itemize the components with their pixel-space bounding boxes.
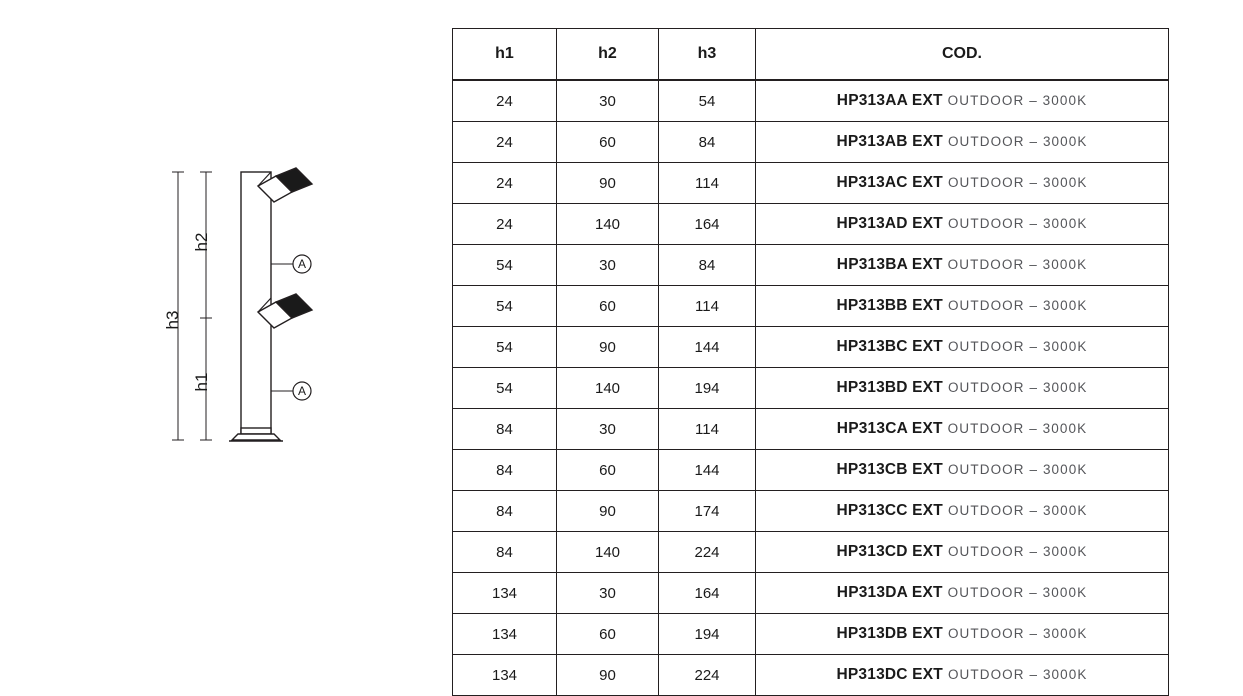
- dimension-h3: [163, 172, 184, 440]
- column-header-h3: h3: [659, 29, 756, 81]
- cell-h2: 140: [557, 204, 659, 245]
- cell-h3: 164: [659, 204, 756, 245]
- cell-h1: 84: [453, 532, 557, 573]
- cell-h1: 54: [453, 327, 557, 368]
- table-row: [453, 163, 1169, 204]
- cell-code: [756, 573, 1169, 614]
- cell-h2: 60: [557, 450, 659, 491]
- specification-table-container: [452, 28, 1168, 696]
- product-code: HP313BD EXT: [836, 379, 943, 396]
- cell-h1: 84: [453, 409, 557, 450]
- callout-a-lower: [271, 382, 311, 400]
- cell-h3: 164: [659, 573, 756, 614]
- table-row: [453, 573, 1169, 614]
- cell-code: [756, 245, 1169, 286]
- table-row: [453, 368, 1169, 409]
- table-row: [453, 122, 1169, 163]
- cell-h1: 24: [453, 204, 557, 245]
- table-row: [453, 491, 1169, 532]
- cell-h2: 90: [557, 655, 659, 696]
- dimension-label-h3: h3: [163, 310, 182, 330]
- cell-code: [756, 368, 1169, 409]
- cell-code: [756, 204, 1169, 245]
- cell-h2: 30: [557, 80, 659, 122]
- bollard-elevation-drawing: [0, 0, 440, 694]
- product-code-suffix: OUTDOOR – 3000K: [947, 544, 1088, 559]
- cell-h1: 134: [453, 614, 557, 655]
- cell-h1: 84: [453, 491, 557, 532]
- cell-code: [756, 286, 1169, 327]
- cell-h2: 90: [557, 327, 659, 368]
- product-code: HP313AB EXT: [836, 133, 943, 150]
- table-row: [453, 80, 1169, 122]
- cell-h1: 24: [453, 163, 557, 204]
- product-code-suffix: OUTDOOR – 3000K: [947, 298, 1088, 313]
- cell-code: [756, 450, 1169, 491]
- cell-h3: 174: [659, 491, 756, 532]
- product-code-suffix: OUTDOOR – 3000K: [947, 175, 1088, 190]
- cell-h2: 60: [557, 614, 659, 655]
- cell-code: [756, 122, 1169, 163]
- dimension-h2: [192, 172, 212, 318]
- table-row: [453, 327, 1169, 368]
- cell-h3: 84: [659, 122, 756, 163]
- cell-h2: 140: [557, 532, 659, 573]
- cell-h1: 54: [453, 368, 557, 409]
- cell-h2: 90: [557, 163, 659, 204]
- product-code-suffix: OUTDOOR – 3000K: [947, 585, 1088, 600]
- cell-h3: 144: [659, 450, 756, 491]
- product-code: HP313BB EXT: [836, 297, 943, 314]
- product-code-suffix: OUTDOOR – 3000K: [947, 93, 1088, 108]
- table-row: [453, 450, 1169, 491]
- cell-h1: 134: [453, 655, 557, 696]
- product-code-suffix: OUTDOOR – 3000K: [947, 339, 1088, 354]
- table-row: [453, 655, 1169, 696]
- product-code-suffix: OUTDOOR – 3000K: [947, 257, 1088, 272]
- product-code-suffix: OUTDOOR – 3000K: [947, 134, 1088, 149]
- cell-h3: 54: [659, 80, 756, 122]
- cell-h2: 30: [557, 409, 659, 450]
- specification-table: [452, 28, 1169, 696]
- cell-code: [756, 80, 1169, 122]
- product-code-suffix: OUTDOOR – 3000K: [947, 667, 1088, 682]
- cell-h2: 30: [557, 245, 659, 286]
- cell-code: [756, 614, 1169, 655]
- table-row: [453, 614, 1169, 655]
- cell-code: [756, 163, 1169, 204]
- product-code-suffix: OUTDOOR – 3000K: [947, 421, 1088, 436]
- dimension-label-h1: h1: [192, 372, 211, 392]
- table-row: [453, 204, 1169, 245]
- callout-a-upper: [271, 255, 311, 273]
- product-code: HP313CA EXT: [836, 420, 943, 437]
- table-row: [453, 245, 1169, 286]
- table-row: [453, 286, 1169, 327]
- cell-h1: 24: [453, 122, 557, 163]
- cell-code: [756, 655, 1169, 696]
- cell-code: [756, 409, 1169, 450]
- product-code: HP313AA EXT: [836, 92, 943, 109]
- product-code-suffix: OUTDOOR – 3000K: [947, 503, 1088, 518]
- cell-h2: 60: [557, 122, 659, 163]
- technical-drawing-panel: [0, 0, 440, 694]
- product-code: HP313CC EXT: [836, 502, 943, 519]
- cell-h3: 194: [659, 614, 756, 655]
- cell-h2: 140: [557, 368, 659, 409]
- cell-h2: 90: [557, 491, 659, 532]
- cell-code: [756, 491, 1169, 532]
- cell-h1: 84: [453, 450, 557, 491]
- table-row: [453, 532, 1169, 573]
- product-code: HP313DA EXT: [836, 584, 943, 601]
- product-code: HP313BA EXT: [836, 256, 943, 273]
- cell-h2: 60: [557, 286, 659, 327]
- cell-h1: 54: [453, 286, 557, 327]
- cell-h3: 114: [659, 163, 756, 204]
- product-code-suffix: OUTDOOR – 3000K: [947, 462, 1088, 477]
- callout-a-lower-label: A: [297, 384, 307, 398]
- cell-h3: 224: [659, 532, 756, 573]
- cell-h1: 134: [453, 573, 557, 614]
- product-code-suffix: OUTDOOR – 3000K: [947, 626, 1088, 641]
- cell-code: [756, 532, 1169, 573]
- product-code-suffix: OUTDOOR – 3000K: [947, 380, 1088, 395]
- cell-h1: 54: [453, 245, 557, 286]
- product-code: HP313AC EXT: [836, 174, 943, 191]
- cell-h1: 24: [453, 80, 557, 122]
- product-code: HP313BC EXT: [836, 338, 943, 355]
- column-header-h1: h1: [453, 29, 557, 81]
- product-code: HP313DC EXT: [836, 666, 943, 683]
- product-code: HP313AD EXT: [836, 215, 943, 232]
- column-header-cod: COD.: [756, 29, 1169, 81]
- column-header-h2: h2: [557, 29, 659, 81]
- product-code: HP313CB EXT: [836, 461, 943, 478]
- product-code-suffix: OUTDOOR – 3000K: [947, 216, 1088, 231]
- table-header-row: [453, 29, 1169, 81]
- cell-h2: 30: [557, 573, 659, 614]
- cell-h3: 84: [659, 245, 756, 286]
- dimension-label-h2: h2: [192, 232, 211, 252]
- dimension-h1: [192, 318, 212, 440]
- cell-h3: 144: [659, 327, 756, 368]
- cell-code: [756, 327, 1169, 368]
- table-body: [453, 80, 1169, 696]
- cell-h3: 114: [659, 286, 756, 327]
- cell-h3: 114: [659, 409, 756, 450]
- callout-a-upper-label: A: [297, 257, 307, 271]
- product-code: HP313DB EXT: [836, 625, 943, 642]
- product-code: HP313CD EXT: [836, 543, 943, 560]
- cell-h3: 194: [659, 368, 756, 409]
- table-row: [453, 409, 1169, 450]
- cell-h3: 224: [659, 655, 756, 696]
